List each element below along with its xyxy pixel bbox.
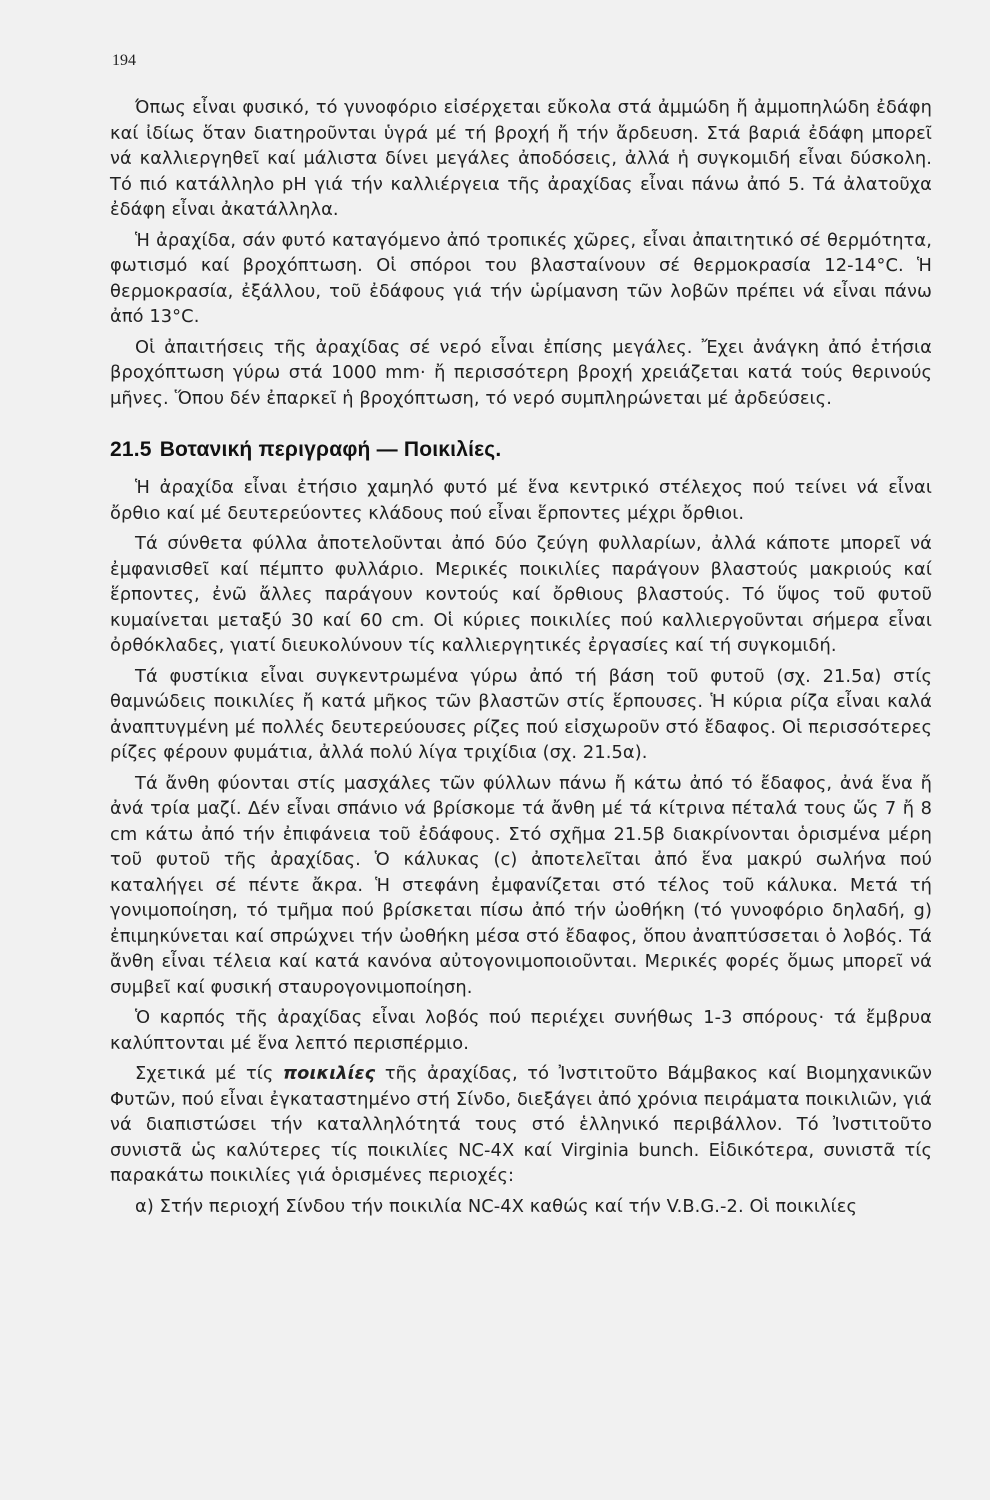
varieties-text-before: Σχετικά μέ τίς xyxy=(135,1063,283,1084)
section-title: Βοτανική περιγραφή — Ποικιλίες. xyxy=(159,438,502,461)
list-item-a: α) Στήν περιοχή Σίνδου τήν ποικιλία NC-4X καθώς καί τήν V.B.G.-2. Οἱ ποικιλίες xyxy=(135,1195,858,1217)
paragraph-soil: Όπως εἶναι φυσικό, τό γυνοφόριο εἰσέρχεται εὔκολα στά ἀμμώδη ἤ ἀμμοπηλώδη ἐδάφη καί ἰδίως ὅταν διατηροῦνται ὑγρά μέ τή βροχή ἤ τήν ἄρδευση. Στά βαριά ἐδάφη μπορεῖ νά καλλιεργηθεῖ καί μάλιστα δίνει μεγάλες ἀποδόσεις, ἀλλά ἡ συγκομιδή εἶναι δύσκολη. Τό πιό κατάλληλο pH γιά τήν καλλιέργεια τῆς ἀραχίδας εἶναι πάνω ἀπό 5. Τά ἀλατοῦχα ἐδάφη εἶναι ἀκατάλληλα. xyxy=(110,97,932,220)
page-content xyxy=(110,95,932,1224)
section-number: 21.5 xyxy=(110,438,152,461)
paragraph-climate: Ἡ ἀραχίδα, σάν φυτό καταγόμενο ἀπό τροπικές χῶρες, εἶναι ἀπαιτητικό σέ θερμότητα, φωτισμό καί βροχόπτωση. Οἱ σπόροι του βλασταίνουν σέ θερμοκρασία 12-14°C. Ἡ θερμοκρασία, ἐξάλλου, τοῦ ἐδάφους γιά τήν ὡρίμανση τῶν λοβῶν πρέπει νά εἶναι πάνω ἀπό 13°C. xyxy=(110,229,932,327)
varieties-emphasis: ποικιλίες xyxy=(283,1063,376,1084)
page-number: 194 xyxy=(112,52,136,69)
varieties-text-after: τῆς ἀραχίδας, τό Ἰνστιτοῦτο Βάμβακος καί Βιομηχανικῶν Φυτῶν, πού εἶναι ἐγκαταστημένο στή Σίνδο, διεξάγει ἀπό χρόνια πειράματα ποικιλιῶν, γιά νά διαπιστώσει τήν καταλληλότητά τους στό ἑλληνικό περιβάλλον. Τό Ἰνστιτοῦτο συνιστᾶ ὡς καλύτερες τίς ποικιλίες NC-4X καί Virginia bunch. Εἰδικότερα, συνιστᾶ τίς παρακάτω ποικιλίες γιά ὁρισμένες περιοχές: xyxy=(110,1063,932,1186)
paragraph-varieties xyxy=(110,1061,932,1189)
paragraph-plant-habit: Ἡ ἀραχίδα εἶναι ἐτήσιο χαμηλό φυτό μέ ἕνα κεντρικό στέλεχος πού τείνει νά εἶναι ὄρθιο καί μέ δευτερεύοντες κλάδους πού εἶναι ἕρποντες μέχρι ὄρθιοι. xyxy=(110,477,932,524)
paragraph-fruit: Ὁ καρπός τῆς ἀραχίδας εἶναι λοβός πού περιέχει συνήθως 1-3 σπόρους· τά ἔμβρυα καλύπτονται μέ ἕνα λεπτό περισπέρμιο. xyxy=(110,1007,932,1054)
paragraph-water: Οἱ ἀπαιτήσεις τῆς ἀραχίδας σέ νερό εἶναι ἐπίσης μεγάλες. Ἔχει ἀνάγκη ἀπό ἐτήσια βροχόπτωση γύρω στά 1000 mm· ἤ περισσότερη βροχή χρειάζεται κατά τούς θερινούς μῆνες. Ὅπου δέν ἐπαρκεῖ ἡ βροχόπτωση, τό νερό συμπληρώνεται μέ ἀρδεύσεις. xyxy=(110,336,932,409)
section-heading xyxy=(110,438,932,462)
paragraph-flowers: Τά ἄνθη φύονται στίς μασχάλες τῶν φύλλων πάνω ἤ κάτω ἀπό τό ἔδαφος, ἀνά ἕνα ἤ ἀνά τρία μαζί. Δέν εἶναι σπάνιο νά βρίσκομε τά ἄνθη μέ τά κίτρινα πέταλά τους ὥς 7 ἤ 8 cm κάτω ἀπό τήν ἐπιφάνεια τοῦ ἐδάφους. Στό σχῆμα 21.5β διακρίνονται ὁρισμένα μέρη τοῦ φυτοῦ τῆς ἀραχίδας. Ὁ κάλυκας (c) ἀποτελεῖται ἀπό ἕνα μακρύ σωλήνα πού καταλήγει σέ πέντε ἄκρα. Ἡ στεφάνη ἐμφανίζεται στό τέλος τοῦ κάλυκα. Μετά τή γονιμοποίηση, τό τμῆμα πού βρίσκεται πίσω ἀπό τήν ὠοθήκη (τό γυνοφόριο δηλαδή, g) ἐπιμηκύνεται καί σπρώχνει τήν ὠοθήκη μέσα στό ἔδαφος, ὅπου ἀναπτύσσεται ὁ λοβός. Τά ἄνθη εἶναι τέλεια καί κατά κανόνα αὐτογονιμοποιοῦνται. Μερικές φορές ὅμως μπορεῖ νά συμβεῖ καί φυσική σταυρογονιμοποίηση. xyxy=(110,772,932,998)
paragraph-pods-roots: Τά φυστίκια εἶναι συγκεντρωμένα γύρω ἀπό τή βάση τοῦ φυτοῦ (σχ. 21.5α) στίς θαμνώδεις ποικιλίες ἤ κατά μῆκος τῶν βλαστῶν στίς ἕρπουσες. Ἡ κύρια ρίζα εἶναι καλά ἀναπτυγμένη μέ πολλές δευτερεύουσες ρίζες πού εἰσχωροῦν στό ἔδαφος. Οἱ περισσότερες ρίζες φέρουν φυμάτια, ἀλλά πολύ λίγα τριχίδια (σχ. 21.5α). xyxy=(110,665,932,763)
paragraph-leaves: Τά σύνθετα φύλλα ἀποτελοῦνται ἀπό δύο ζεύγη φυλλαρίων, ἀλλά κάποτε μπορεῖ νά ἐμφανισθεῖ καί πέμπτο φυλλάριο. Μερικές ποικιλίες παράγουν βλαστούς μακριούς καί ἕρποντες, ἐνῶ ἄλλες παράγουν κοντούς καί ὄρθιους βλαστούς. Τό ὕψος τοῦ φυτοῦ κυμαίνεται μεταξύ 30 καί 60 cm. Οἱ κύριες ποικιλίες πού καλλιεργοῦνται σήμερα εἶναι ὀρθόκλαδες, γιατί διευκολύνουν τίς καλλιεργητικές ἐργασίες καί τή συγκομιδή. xyxy=(110,533,932,656)
